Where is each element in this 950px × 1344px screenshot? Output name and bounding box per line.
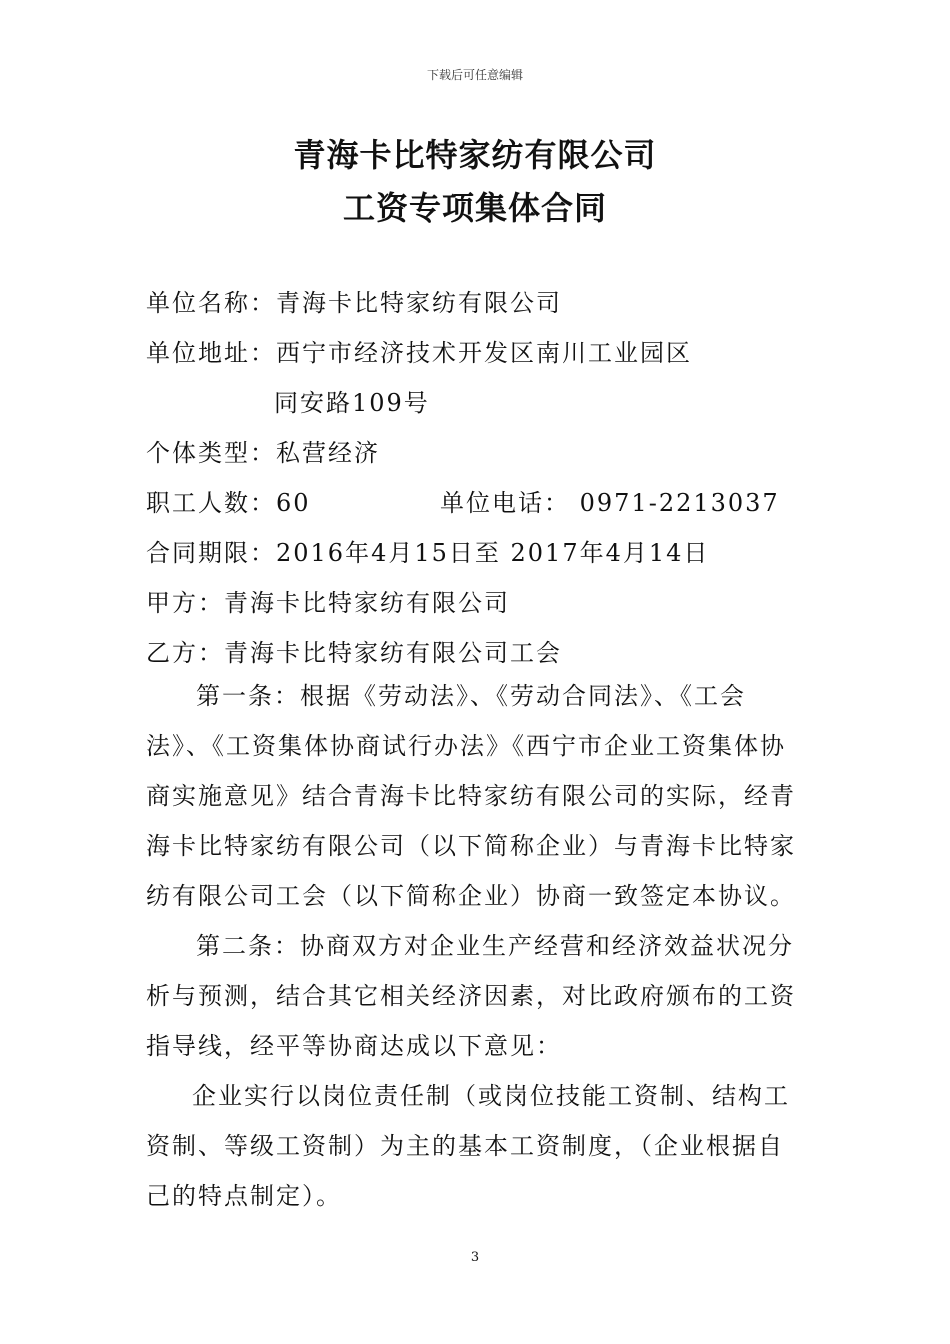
article-2-detail-paragraph: 企业实行以岗位责任制（或岗位技能工资制、结构工资制、等级工资制）为主的基本工资制度，（企业根据自己的特点制定）。 <box>146 1082 790 1210</box>
document-title-line1: 青海卡比特家纺有限公司 <box>293 136 657 174</box>
header-note: 下载后可任意编辑 <box>426 68 523 82</box>
article-1-paragraph: 第一条：根据《劳动法》、《劳动合同法》、《工会法》、《工资集体协商试行办法》《西宁市企业工资集体协商实施意见》结合青海卡比特家纺有限公司的实际，经青海卡比特家纺有限公司（以下简称企业）与青海卡比特家纺有限公司工会（以下简称企业）协商一致签定本协议。 <box>146 682 796 910</box>
contract-term-line: 合同期限：2016年4月15日至 2017年4月14日 <box>146 539 710 567</box>
entity-type-line: 个体类型：私营经济 <box>146 439 380 467</box>
employee-count-line: 职工人数：60 <box>146 489 311 517</box>
unit-name-line: 单位名称：青海卡比特家纺有限公司 <box>146 289 562 317</box>
page-number: 3 <box>470 1250 480 1265</box>
article-2-paragraph: 第二条：协商双方对企业生产经营和经济效益状况分析与预测，结合其它相关经济因素，对比政府颁布的工资指导线，经平等协商达成以下意见： <box>146 932 796 1060</box>
document-title-line2: 工资专项集体合同 <box>342 189 607 227</box>
party-b-line: 乙方：青海卡比特家纺有限公司工会 <box>146 639 562 667</box>
unit-phone-line: 单位电话： 0971-2213037 <box>440 489 780 517</box>
party-a-line: 甲方：青海卡比特家纺有限公司 <box>146 589 510 617</box>
unit-address-line: 单位地址：西宁市经济技术开发区南川工业园区 <box>146 339 692 367</box>
unit-address-continuation: 同安路109号 <box>274 389 430 417</box>
